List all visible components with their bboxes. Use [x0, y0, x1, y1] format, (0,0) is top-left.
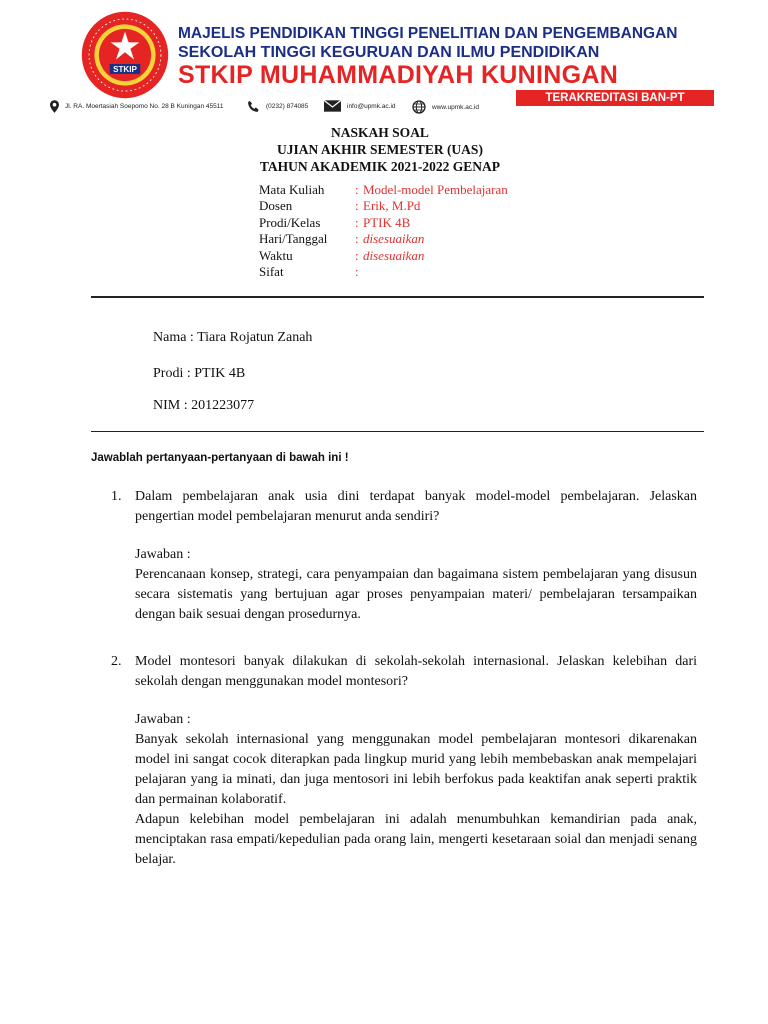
- meta-row-class: [259, 215, 508, 231]
- answer-paragraph: Banyak sekolah internasional yang menggunakan model pembelajaran montesori dikarenakan model ini sangat cocok diterapkan pada lingkup murid yang lebih membebaskan anak mempelajari pelajaran yang ia minati, dan juga mentosori ini lebih berfokus pada keaktifan anak seperti praktik dan permainan kolaboratif.: [135, 732, 697, 807]
- meta-label: Sifat: [259, 263, 284, 279]
- meta-row-date: [259, 231, 508, 247]
- exam-subtitle: UJIAN AKHIR SEMESTER (UAS): [277, 142, 483, 157]
- student-divider: [91, 431, 704, 432]
- student-prodi: Prodi : PTIK 4B: [153, 366, 246, 381]
- meta-row-nature: [259, 264, 508, 280]
- contact-phone: [247, 100, 308, 113]
- answer-label: Jawaban :: [135, 712, 191, 727]
- answer-paragraph: Perencanaan konsep, strategi, cara penyampaian dan bagaimana sistem pembelajaran yang disusun secara sistematis yang bertujuan agar proses penyampaian materi/ pembelajaran tersampaikan dengan baik sesuai dengan prosedurnya.: [135, 567, 697, 622]
- address-text: Jl. RA. Moertasiah Soepomo No. 28 B Kuningan 45511: [65, 103, 224, 110]
- institution-name: STKIP MUHAMMADIYAH KUNINGAN: [178, 61, 619, 89]
- meta-row-lecturer: [259, 198, 508, 214]
- meta-label: Waktu: [259, 247, 293, 263]
- meta-value-lecturer: Erik, M.Pd: [363, 198, 421, 214]
- meta-label: Dosen: [259, 198, 293, 214]
- meta-label: Hari/Tanggal: [259, 231, 328, 247]
- letterhead-line-1: MAJELIS PENDIDIKAN TINGGI PENELITIAN DAN PENGEMBANGAN: [178, 25, 678, 42]
- website-text: www.upmk.ac.id: [432, 103, 479, 111]
- question-number: 1.: [111, 489, 122, 504]
- student-nim: NIM : 201223077: [153, 398, 255, 413]
- answer-label: Jawaban :: [135, 547, 191, 562]
- academic-year: TAHUN AKADEMIK 2021-2022 GENAP: [259, 159, 501, 174]
- meta-colon: :: [355, 214, 359, 230]
- question-text: Dalam pembelajaran anak usia dini terdapat banyak model-model pembelajaran. Jelaskan pengertian model pembelajaran menurut anda sendiri?: [135, 489, 697, 524]
- meta-colon: :: [355, 231, 359, 247]
- accreditation-badge: [516, 90, 714, 106]
- contact-website: [412, 100, 479, 114]
- email-text: info@upmk.ac.id: [347, 102, 396, 110]
- meta-row-time: [259, 248, 508, 264]
- question-text: Model montesori banyak dilakukan di sekolah-sekolah internasional. Jelaskan kelebihan dari sekolah dengan menggunakan model montesori?: [135, 654, 697, 689]
- meta-value-time: disesuaikan: [363, 247, 425, 263]
- location-pin-icon: [50, 100, 59, 113]
- letterhead: [0, 0, 768, 125]
- globe-icon: [412, 100, 426, 114]
- header-divider: [91, 296, 704, 298]
- question-item: [91, 652, 705, 870]
- contact-address: [50, 100, 224, 113]
- meta-value-course: Model-model Pembelajaran: [363, 182, 508, 197]
- meta-colon: :: [355, 182, 359, 197]
- mail-icon: [324, 100, 341, 112]
- meta-value-class: PTIK 4B: [363, 214, 411, 230]
- exam-meta-table: [259, 182, 508, 280]
- meta-colon: :: [355, 263, 359, 279]
- accreditation-text: TERAKREDITASI BAN-PT: [545, 92, 685, 104]
- question-number: 2.: [111, 654, 122, 669]
- meta-value-date: disesuaikan: [363, 231, 425, 247]
- phone-text: (0232) 874085: [266, 103, 309, 110]
- stkip-logo: [80, 10, 170, 100]
- contact-email: [324, 100, 396, 112]
- meta-label: Mata Kuliah: [259, 182, 325, 197]
- letterhead-line-2: SEKOLAH TINGGI KEGURUAN DAN ILMU PENDIDIKAN: [178, 44, 600, 61]
- phone-icon: [247, 100, 260, 113]
- answer-paragraph: Adapun kelebihan model pembelajaran ini adalah menumbuhkan kemandirian pada anak, menciptakan rasa empati/kepedulian pada orang lain, mengerti kesetaraan soial dan menjadi senang belajar.: [135, 812, 697, 867]
- meta-colon: :: [355, 198, 359, 214]
- instruction-text: Jawablah pertanyaan-pertanyaan di bawah ini !: [91, 452, 349, 464]
- student-name: Nama : Tiara Rojatun Zanah: [153, 330, 313, 345]
- meta-label: Prodi/Kelas: [259, 214, 321, 230]
- meta-row-course: [259, 182, 508, 198]
- logo-text: STKIP: [113, 65, 137, 75]
- question-item: [91, 487, 705, 625]
- exam-title-block: [200, 124, 560, 175]
- exam-title: NASKAH SOAL: [331, 125, 429, 140]
- stkip-logo-emblem: [80, 10, 170, 100]
- meta-colon: :: [355, 247, 359, 263]
